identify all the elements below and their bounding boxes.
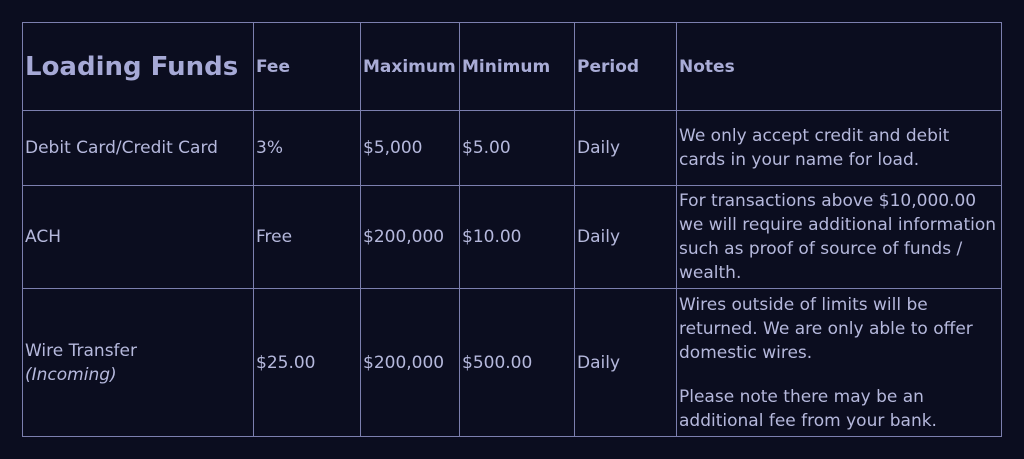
maximum-cell: $5,000 xyxy=(361,111,460,186)
fee-cell: $25.00 xyxy=(254,289,361,437)
table-row xyxy=(23,111,1002,186)
notes-text: For transactions above $10,000.00 we will require additional information such as proof of source of funds / wealth. xyxy=(679,191,997,283)
column-header-maximum: Maximum xyxy=(361,23,460,111)
fee-cell: Free xyxy=(254,186,361,289)
notes-text: Wires outside of limits will be returned. We are only able to offer domestic wires. xyxy=(679,294,973,363)
notes-text: We only accept credit and debit cards in your name for load. xyxy=(679,126,950,170)
table-header-row xyxy=(23,23,1002,111)
column-header-fee: Fee xyxy=(254,23,361,111)
row-label-debit-credit-card xyxy=(23,111,254,186)
table-row xyxy=(23,289,1002,437)
notes-cell xyxy=(677,186,1002,289)
table-row xyxy=(23,186,1002,289)
row-label-text: ACH xyxy=(25,227,61,247)
row-label-text: Debit Card/Credit Card xyxy=(25,138,218,158)
loading-funds-table xyxy=(22,22,1002,437)
notes-cell xyxy=(677,111,1002,186)
notes-cell xyxy=(677,289,1002,437)
row-sublabel: (Incoming) xyxy=(25,364,117,385)
minimum-cell: $500.00 xyxy=(460,289,575,437)
row-label-text: Wire Transfer xyxy=(25,340,137,361)
maximum-cell: $200,000 xyxy=(361,186,460,289)
column-header-notes: Notes xyxy=(677,23,1002,111)
column-header-minimum: Minimum xyxy=(460,23,575,111)
period-cell: Daily xyxy=(575,186,677,289)
minimum-cell: $10.00 xyxy=(460,186,575,289)
column-header-period: Period xyxy=(575,23,677,111)
maximum-cell: $200,000 xyxy=(361,289,460,437)
notes-text: Please note there may be an additional fee from your bank. xyxy=(679,386,937,431)
fee-cell: 3% xyxy=(254,111,361,186)
period-cell: Daily xyxy=(575,111,677,186)
period-cell: Daily xyxy=(575,289,677,437)
row-label-ach xyxy=(23,186,254,289)
table-title: Loading Funds xyxy=(23,23,254,111)
minimum-cell: $5.00 xyxy=(460,111,575,186)
row-label-wire-transfer xyxy=(23,289,254,437)
